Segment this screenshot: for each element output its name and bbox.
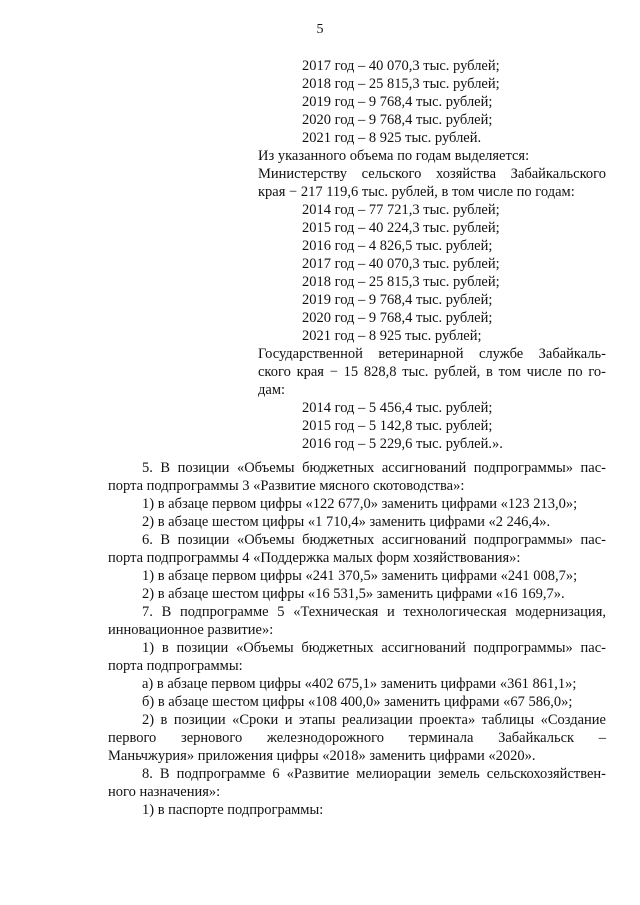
- text-line: 2) в абзаце шестом цифры «16 531,5» заменить цифрами «16 169,7».: [142, 586, 565, 602]
- text-line: б) в абзаце шестом цифры «108 400,0» заменить цифрами «67 586,0»;: [142, 694, 573, 710]
- text-line: первого зернового железнодорожного терминала Забайкальск –: [108, 730, 606, 746]
- text-line: 2015 год – 5 142,8 тыс. рублей;: [302, 418, 493, 434]
- text-line: Из указанного объема по годам выделяется:: [258, 148, 530, 164]
- text-line: 2021 год – 8 925 тыс. рублей;: [302, 328, 482, 344]
- text-line: инновационное развитие»:: [108, 622, 274, 638]
- text-line: ного назначения»:: [108, 784, 221, 800]
- text-line: 2017 год – 40 070,3 тыс. рублей;: [302, 256, 500, 272]
- text-line: Министерству сельского хозяйства Забайкальского: [258, 166, 606, 182]
- text-line: 2016 год – 4 826,5 тыс. рублей;: [302, 238, 493, 254]
- text-line: 1) в паспорте подпрограммы:: [142, 802, 324, 818]
- text-line: 1) в позиции «Объемы бюджетных ассигнований подпрограммы» пас-: [142, 640, 606, 656]
- text-line: дам:: [258, 382, 286, 398]
- text-line: 2018 год – 25 815,3 тыс. рублей;: [302, 76, 500, 92]
- text-line: 2015 год – 40 224,3 тыс. рублей;: [302, 220, 500, 236]
- text-line: ского края − 15 828,8 тыс. рублей, в том числе по го-: [258, 364, 606, 380]
- text-line: 8. В подпрограмме 6 «Развитие мелиорации земель сельскохозяйствен-: [142, 766, 606, 782]
- text-line: Государственной ветеринарной службе Забайкаль-: [258, 346, 606, 362]
- text-line: 2) в позиции «Сроки и этапы реализации проекта» таблицы «Создание: [142, 712, 606, 728]
- text-line: 2018 год – 25 815,3 тыс. рублей;: [302, 274, 500, 290]
- text-line: 1) в абзаце первом цифры «241 370,5» заменить цифрами «241 008,7»;: [142, 568, 578, 584]
- text-line: 6. В позиции «Объемы бюджетных ассигнований подпрограммы» пас-: [142, 532, 606, 548]
- text-line: а) в абзаце первом цифры «402 675,1» заменить цифрами «361 861,1»;: [142, 676, 577, 692]
- text-line: 2017 год – 40 070,3 тыс. рублей;: [302, 58, 500, 74]
- text-line: порта подпрограммы:: [108, 658, 243, 674]
- text-line: 1) в абзаце первом цифры «122 677,0» заменить цифрами «123 213,0»;: [142, 496, 578, 512]
- text-line: 2019 год – 9 768,4 тыс. рублей;: [302, 292, 493, 308]
- text-line: 2) в абзаце шестом цифры «1 710,4» заменить цифрами «2 246,4».: [142, 514, 551, 530]
- text-line: 2014 год – 5 456,4 тыс. рублей;: [302, 400, 493, 416]
- text-line: 2021 год – 8 925 тыс. рублей.: [302, 130, 482, 146]
- text-line: Маньчжурия» приложения цифры «2018» заменить цифрами «2020».: [108, 748, 536, 764]
- text-line: 2020 год – 9 768,4 тыс. рублей;: [302, 310, 493, 326]
- text-line: порта подпрограммы 4 «Поддержка малых форм хозяйствования»:: [108, 550, 521, 566]
- text-line: 2020 год – 9 768,4 тыс. рублей;: [302, 112, 493, 128]
- text-line: 7. В подпрограмме 5 «Техническая и технологическая модернизация,: [142, 604, 606, 620]
- text-line: края − 217 119,6 тыс. рублей, в том числе по годам:: [258, 184, 575, 200]
- text-line: порта подпрограммы 3 «Развитие мясного скотоводства»:: [108, 478, 465, 494]
- page-number: 5: [316, 22, 324, 37]
- text-line: 2014 год – 77 721,3 тыс. рублей;: [302, 202, 500, 218]
- text-line: 2019 год – 9 768,4 тыс. рублей;: [302, 94, 493, 110]
- text-line: 2016 год – 5 229,6 тыс. рублей.».: [302, 436, 503, 452]
- text-line: 5. В позиции «Объемы бюджетных ассигнований подпрограммы» пас-: [142, 460, 606, 476]
